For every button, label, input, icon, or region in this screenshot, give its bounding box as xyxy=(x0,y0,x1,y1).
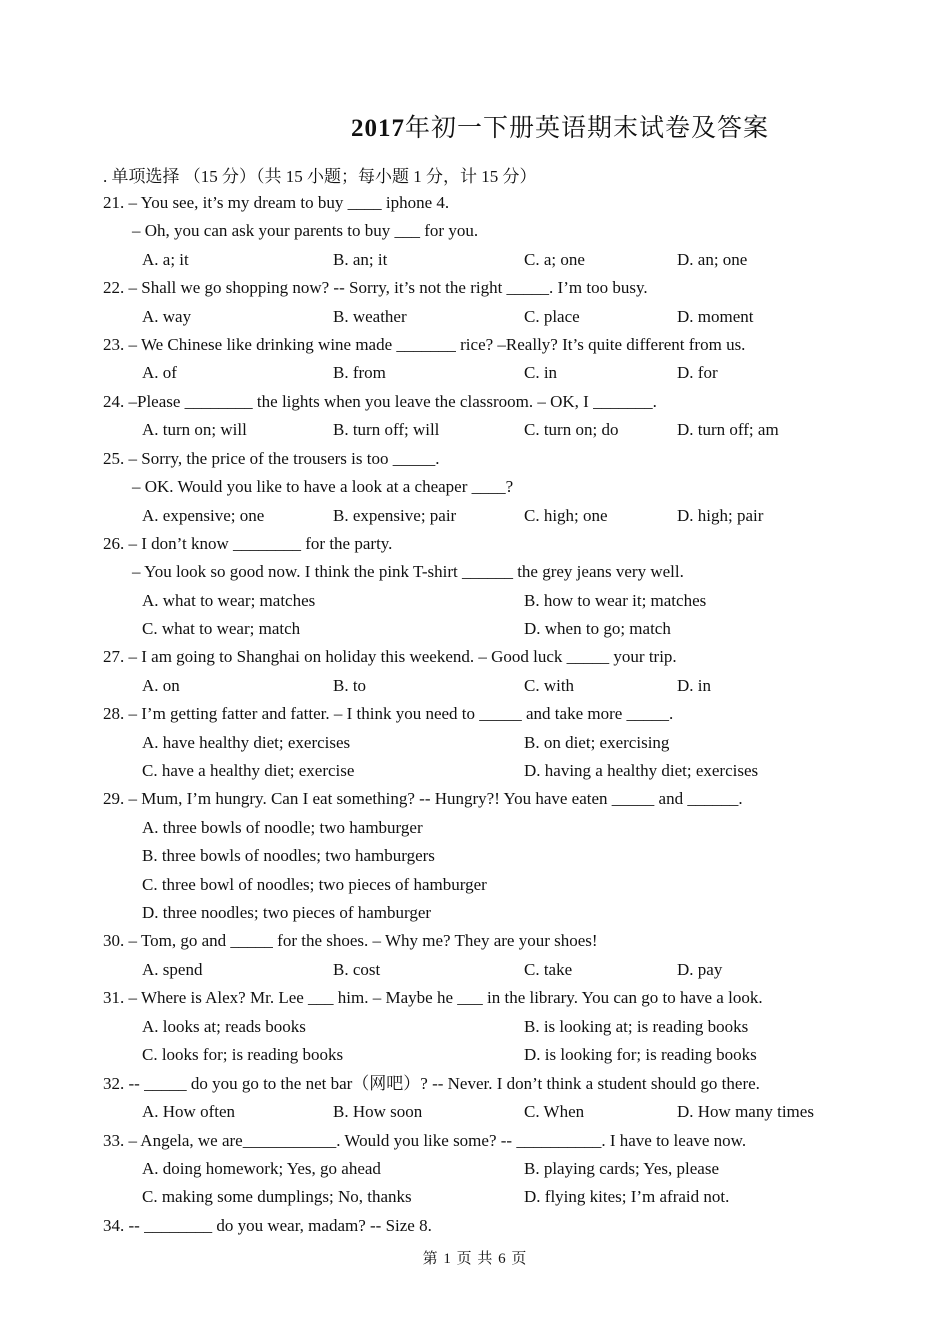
answer-option: B. on diet; exercising xyxy=(524,733,670,752)
answer-option: A. How often xyxy=(142,1102,236,1121)
question-response: – You look so good now. I think the pink T-shirt ______ the grey jeans very well. xyxy=(132,562,684,581)
answer-option: D. when to go; match xyxy=(524,619,671,638)
answer-option: D. in xyxy=(677,676,711,695)
answer-option: D. for xyxy=(677,363,718,382)
answer-option: C. place xyxy=(524,307,580,326)
question-stem: 28. – I’m getting fatter and fatter. – I think you need to _____ and take more _____. xyxy=(103,704,674,723)
question-stem: 25. – Sorry, the price of the trousers is too _____. xyxy=(103,449,440,468)
answer-option: A. have healthy diet; exercises xyxy=(142,733,351,752)
answer-option: A. on xyxy=(142,676,180,695)
answer-option: B. three bowls of noodles; two hamburgers xyxy=(142,846,435,865)
answer-option: C. looks for; is reading books xyxy=(142,1045,344,1064)
answer-option: D. turn off; am xyxy=(677,420,779,439)
answer-option: A. three bowls of noodle; two hamburger xyxy=(142,818,423,837)
page-footer: 第 1 页 共 6 页 xyxy=(422,1251,528,1267)
question-response: – Oh, you can ask your parents to buy ___ for you. xyxy=(132,221,479,240)
question-stem: 32. -- _____ do you go to the net bar（网吧）? -- Never. I don’t think a student should go there. xyxy=(103,1074,760,1093)
answer-option: A. expensive; one xyxy=(142,506,265,525)
answer-option: B. is looking at; is reading books xyxy=(524,1017,749,1036)
answer-option: A. way xyxy=(142,307,192,326)
answer-option: A. of xyxy=(142,363,177,382)
answer-option: D. How many times xyxy=(677,1102,814,1121)
answer-option: C. what to wear; match xyxy=(142,619,301,638)
answer-option: A. looks at; reads books xyxy=(142,1017,306,1036)
question-stem: 33. – Angela, we are___________. Would you like some? -- __________. I have to leave now. xyxy=(103,1131,747,1150)
answer-option: A. what to wear; matches xyxy=(142,591,316,610)
title-year: 2017 xyxy=(350,115,405,142)
answer-option: A. a; it xyxy=(142,250,189,269)
answer-option: D. moment xyxy=(677,307,754,326)
answer-option: C. When xyxy=(524,1102,585,1121)
question-stem: 24. –Please ________ the lights when you leave the classroom. – OK, I _______. xyxy=(103,392,657,411)
question-stem: 31. – Where is Alex? Mr. Lee ___ him. – Maybe he ___ in the library. You can go to have a look. xyxy=(103,988,763,1007)
question-stem: 34. -- ________ do you wear, madam? -- Size 8. xyxy=(103,1216,432,1235)
answer-option: C. making some dumplings; No, thanks xyxy=(142,1187,412,1206)
title-text: 年初一下册英语期末试卷及答案 xyxy=(404,115,769,142)
answer-option: D. is looking for; is reading books xyxy=(524,1045,757,1064)
answer-option: C. in xyxy=(524,363,558,382)
answer-option: C. take xyxy=(524,960,573,979)
question-stem: 30. – Tom, go and _____ for the shoes. – Why me? They are your shoes! xyxy=(103,931,598,950)
answer-option: C. high; one xyxy=(524,506,608,525)
answer-option: C. turn on; do xyxy=(524,420,619,439)
question-stem: 23. – We Chinese like drinking wine made _______ rice? –Really? It’s quite different from us. xyxy=(103,335,746,354)
question-response: – OK. Would you like to have a look at a cheaper ____? xyxy=(132,477,514,496)
question-stem: 29. – Mum, I’m hungry. Can I eat something? -- Hungry?! You have eaten _____ and ______. xyxy=(103,789,743,808)
answer-option: A. spend xyxy=(142,960,203,979)
answer-option: C. have a healthy diet; exercise xyxy=(142,761,355,780)
answer-option: A. doing homework; Yes, go ahead xyxy=(142,1159,381,1178)
answer-option: B. cost xyxy=(333,960,381,979)
question-stem: 26. – I don’t know ________ for the party. xyxy=(103,534,393,553)
question-stem: 22. – Shall we go shopping now? -- Sorry, it’s not the right _____. I’m too busy. xyxy=(103,278,648,297)
answer-option: B. from xyxy=(333,363,386,382)
answer-option: D. pay xyxy=(677,960,723,979)
answer-option: D. an; one xyxy=(677,250,748,269)
page-title xyxy=(0,108,950,144)
answer-option: D. having a healthy diet; exercises xyxy=(524,761,759,780)
answer-option: D. flying kites; I’m afraid not. xyxy=(524,1187,730,1206)
answer-option: B. weather xyxy=(333,307,407,326)
answer-option: D. high; pair xyxy=(677,506,764,525)
answer-option: B. How soon xyxy=(333,1102,423,1121)
answer-option: B. expensive; pair xyxy=(333,506,457,525)
answer-option: B. playing cards; Yes, please xyxy=(524,1159,720,1178)
answer-option: C. a; one xyxy=(524,250,585,269)
question-stem: 21. – You see, it’s my dream to buy ____ iphone 4. xyxy=(103,193,450,212)
answer-option: C. three bowl of noodles; two pieces of hamburger xyxy=(142,875,487,894)
section-heading: . 单项选择 （15 分）（共 15 小题；每小题 1 分，计 15 分） xyxy=(103,167,537,186)
answer-option: B. turn off; will xyxy=(333,420,440,439)
answer-option: B. an; it xyxy=(333,250,388,269)
answer-option: C. with xyxy=(524,676,575,695)
answer-option: B. to xyxy=(333,676,367,695)
answer-option: B. how to wear it; matches xyxy=(524,591,707,610)
answer-option: A. turn on; will xyxy=(142,420,247,439)
answer-option: D. three noodles; two pieces of hamburger xyxy=(142,903,432,922)
question-stem: 27. – I am going to Shanghai on holiday this weekend. – Good luck _____ your trip. xyxy=(103,647,677,666)
